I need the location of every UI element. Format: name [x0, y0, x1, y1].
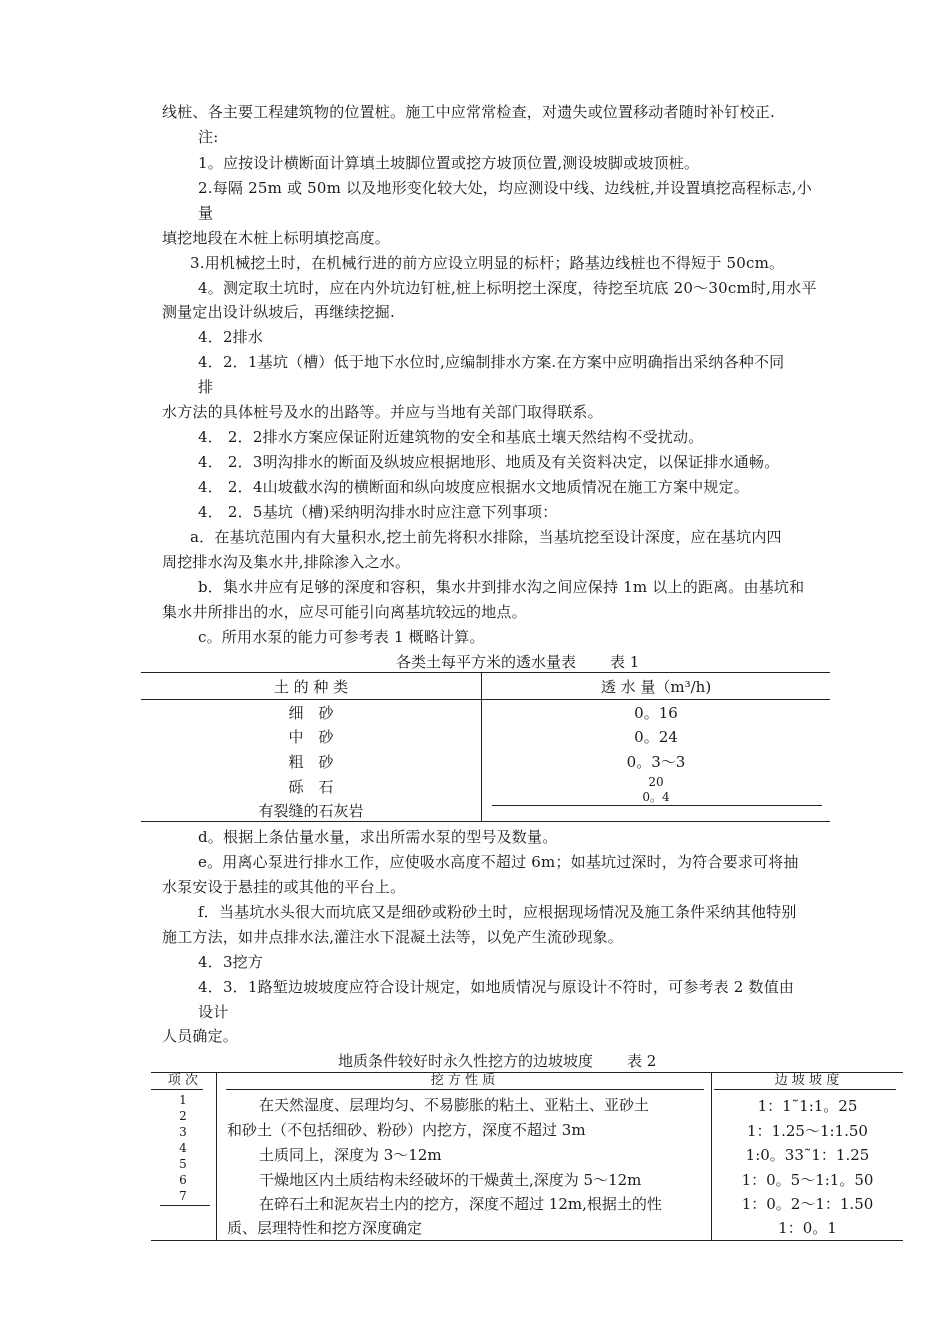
table2-header-underline [151, 1089, 203, 1090]
table2-header-underline [226, 1089, 704, 1090]
table1-soil-cell: 砾 石 [288, 778, 334, 796]
table1-soil-cell: 有裂缝的石灰岩 [258, 802, 364, 820]
item-b: b．集水井应有足够的深度和容积，集水井到排水沟之间应保持 1m 以上的距离。由基坑和 [198, 578, 805, 596]
note-heading: 注: [198, 128, 219, 146]
table1-soil-cell: 中 砂 [288, 728, 334, 746]
table2-description: 在天然湿度、层理均匀、不易膨胀的粘土、亚粘土、亚砂土 [259, 1096, 650, 1114]
table2-header-no: 项 次 [167, 1073, 199, 1088]
table1-value-cell: 0。3～3 [626, 753, 686, 771]
note-item-2: 2.每隔 25m 或 50m 以及地形变化较大处，均应测设中线、边线桩,并设置填挖高程标志,小 [198, 179, 812, 197]
table1-value-cell: 0。24 [634, 728, 678, 746]
clause-4-3-1: 4．3．1路堑边坡坡度应符合设计规定，如地质情况与原设计不符时，可参考表 2 数值由 [198, 978, 795, 996]
table2-slope-cell: 1：1.25～1:1.50 [747, 1122, 868, 1140]
table1-value-cell: 20 [648, 775, 664, 789]
clause-4-2-5: 4． 2．5基坑（槽)采纳明沟排水时应注意下列事项： [198, 503, 558, 521]
clause-4-2-1: 4．2．1基坑（槽）低于地下水位时,应编制排水方案.在方案中应明确指出采纳各种不同 [198, 353, 785, 371]
note-item-2-cont: 填挖地段在木桩上标明填挖高度。 [162, 229, 391, 247]
section-heading-4-3: 4．3挖方 [198, 953, 264, 971]
clause-4-2-4: 4． 2．4山坡截水沟的横断面和纵向坡度应根据水文地质情况在施工方案中规定。 [198, 478, 750, 496]
paragraph-line: 线桩、各主要工程建筑物的位置桩。施工中应常常检查，对遗失或位置移动者随时补钉校正. [162, 103, 775, 121]
table2-slope-cell: 1：1˜1:1。25 [757, 1097, 858, 1115]
item-d: d。根据上条估量水量，求出所需水泵的型号及数量。 [198, 828, 558, 846]
note-item-3: 3.用机械挖土时，在机械行进的前方应设立明显的标杆；路基边线桩也不得短于 50cm。 [190, 254, 785, 272]
table2-label: 表 2 [627, 1052, 657, 1070]
clause-4-2-1-cont: 水方法的具体桩号及水的出路等。并应与当地有关部门取得联系。 [162, 403, 603, 421]
item-a: a．在基坑范围内有大量积水,挖土前先将积水排除，当基坑挖至设计深度，应在基坑内四 [190, 528, 782, 546]
item-e: e。用离心泵进行排水工作，应使吸水高度不超过 6m；如基坑过深时，为符合要求可将抽 [198, 853, 799, 871]
table2-header-nature: 挖 方 性 质 [430, 1073, 496, 1088]
table2-slope-cell: 1：0。5～1:1。50 [741, 1171, 874, 1189]
section-heading-4-2: 4．2排水 [198, 328, 264, 346]
table2-row-number: 2 [179, 1109, 187, 1123]
table1-bottom-rule [141, 821, 830, 822]
table2-number-rule [160, 1205, 210, 1206]
table2-row-number: 6 [179, 1173, 187, 1187]
table2-title: 地质条件较好时永久性挖方的边坡坡度 [338, 1052, 594, 1070]
table2-description: 在碎石土和泥灰岩土内的挖方，深度不超过 12m,根据土的性 [259, 1195, 662, 1213]
clause-4-2-1-cont: 排 [198, 378, 214, 396]
table1-value-cell: 0。4 [642, 790, 670, 804]
note-item-4: 4。测定取土坑时，应在内外坑边钉桩,桩上标明挖土深度，待挖至坑底 20～30cm时,用水平 [198, 279, 817, 297]
table2-row-number: 4 [179, 1141, 187, 1155]
table2-row-number: 5 [179, 1157, 187, 1171]
table1-value-cell: 0。16 [634, 704, 678, 722]
table2-description: 质、层理特性和挖方深度确定 [227, 1219, 423, 1237]
table1-soil-cell: 细 砂 [288, 704, 334, 722]
table2-col-divider [216, 1072, 217, 1240]
table2-description: 干燥地区内土质结构未经破坏的干燥黄土,深度为 5～12m [259, 1171, 642, 1189]
table2-caption [338, 1051, 656, 1071]
table1-caption [396, 652, 639, 672]
item-f-cont: 施工方法，如井点排水法,灌注水下混凝土法等，以免产生流砂现象。 [162, 928, 623, 946]
table1-top-rule [141, 672, 830, 673]
table2-description: 土质同上，深度为 3～12m [259, 1146, 442, 1164]
item-e-cont: 水泵安设于悬挂的或其他的平台上。 [162, 878, 406, 896]
table2-header-slope: 边 坡 坡 度 [774, 1073, 840, 1088]
item-a-cont: 周挖排水沟及集水井,排除渗入之水。 [162, 553, 411, 571]
table2-slope-cell: 1：0。1 [778, 1219, 837, 1237]
table1-header-permeability: 透 水 量（m³/h) [600, 678, 712, 696]
table1-title: 各类土每平方米的透水量表 [396, 653, 577, 671]
table1-soil-cell: 粗 砂 [288, 753, 334, 771]
table2-row-number: 7 [179, 1189, 187, 1203]
note-item-4-cont: 测量定出设计纵坡后，再继续挖掘. [162, 303, 395, 321]
table2-description: 和砂土（不包括细砂、粉砂）内挖方，深度不超过 3m [227, 1121, 586, 1139]
clause-4-3-1-cont: 设计 [198, 1003, 229, 1021]
table1-header-rule [141, 699, 830, 700]
clause-4-2-3: 4． 2．3明沟排水的断面及纵坡应根据地形、地质及有关资料决定，以保证排水通畅。 [198, 453, 780, 471]
item-b-cont: 集水井所排出的水，应尽可能引向离基坑较远的地点。 [162, 603, 527, 621]
note-item-2-cont: 量 [198, 204, 214, 222]
table1-header-soil: 土 的 种 类 [273, 678, 349, 696]
table2-row-number: 3 [179, 1125, 187, 1139]
table2-header-underline [714, 1089, 896, 1090]
note-item-1: 1。应按设计横断面计算填土坡脚位置或挖方坡顶位置,测设坡脚或坡顶桩。 [198, 154, 700, 172]
table2-bottom-rule [151, 1240, 903, 1241]
item-c: c。所用水泵的能力可参考表 1 概略计算。 [198, 628, 485, 646]
table2-slope-cell: 1:0。33˜1：1.25 [745, 1146, 870, 1164]
table2-slope-cell: 1：0。2～1：1.50 [741, 1195, 874, 1213]
clause-4-2-2: 4． 2．2排水方案应保证附近建筑物的安全和基底土壤天然结构不受扰动。 [198, 428, 704, 446]
table1-label: 表 1 [610, 653, 640, 671]
item-f: f．当基坑水头很大而坑底又是细砂或粉砂土时，应根据现场情况及施工条件采纳其他特别 [198, 903, 797, 921]
clause-4-3-1-cont: 人员确定。 [162, 1027, 239, 1045]
table2-row-number: 1 [179, 1093, 187, 1107]
table1-inner-rule [492, 805, 822, 806]
